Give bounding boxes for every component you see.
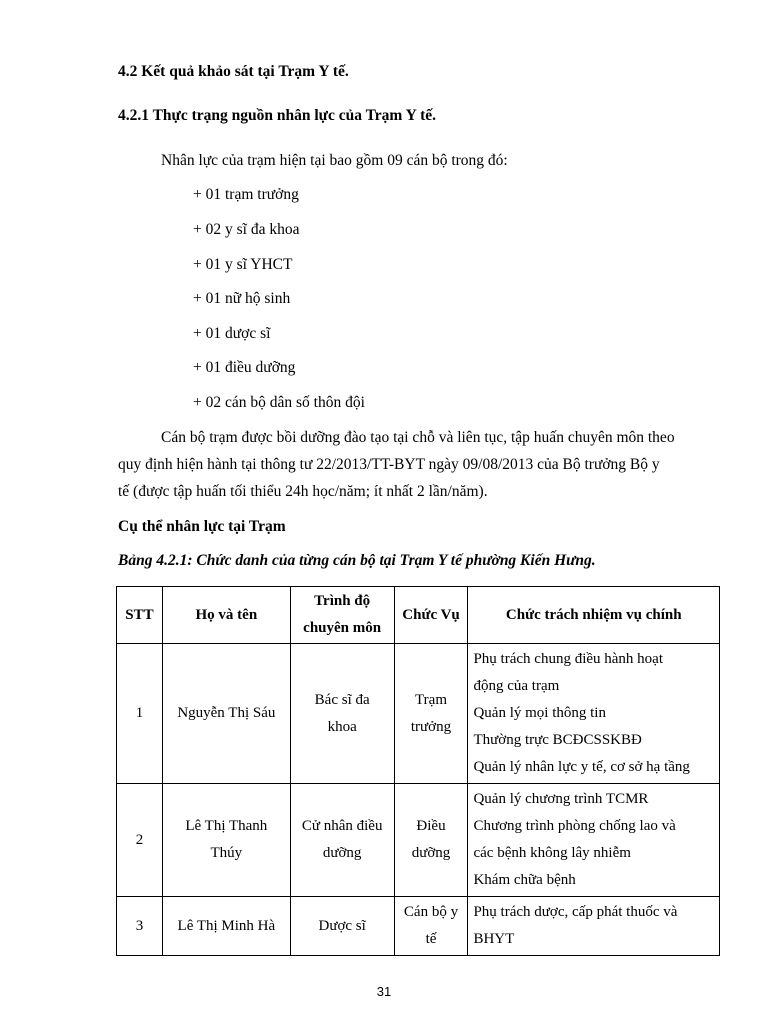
section-title: Cụ thể nhân lực tại Trạm <box>118 518 286 535</box>
header-qualification: Trình độ chuyên môn <box>290 587 394 644</box>
cell-name: Nguyễn Thị Sáu <box>162 644 290 784</box>
header-position: Chức Vụ <box>394 587 468 644</box>
list-item: + 02 y sĩ đa khoa <box>193 221 300 238</box>
list-item: + 01 trạm trưởng <box>193 186 299 203</box>
cell-qualification: Bác sĩ đa khoa <box>290 644 394 784</box>
cell-stt: 2 <box>117 784 163 897</box>
cell-name: Lê Thị Minh Hà <box>162 897 290 956</box>
cell-position: Cán bộ y tế <box>394 897 468 956</box>
header-stt: STT <box>117 587 163 644</box>
cell-name: Lê Thị Thanh Thúy <box>162 784 290 897</box>
header-duties: Chức trách nhiệm vụ chính <box>468 587 720 644</box>
list-item: + 02 cán bộ dân số thôn đội <box>193 394 365 411</box>
list-item: + 01 y sĩ YHCT <box>193 256 293 273</box>
list-item: + 01 nữ hộ sinh <box>193 290 291 307</box>
cell-qualification: Dược sĩ <box>290 897 394 956</box>
header-name: Họ và tên <box>162 587 290 644</box>
paragraph-line: quy định hiện hành tại thông tư 22/2013/TT-BYT ngày 09/08/2013 của Bộ trưởng Bộ y <box>118 456 660 473</box>
page-number: 31 <box>376 984 392 999</box>
cell-position: Điều dưỡng <box>394 784 468 897</box>
table-header-row <box>117 587 720 644</box>
staff-table <box>116 586 720 956</box>
cell-position: Trạm trưởng <box>394 644 468 784</box>
paragraph-line: tế (được tập huấn tối thiểu 24h học/năm; ít nhất 2 lần/năm). <box>118 483 488 500</box>
cell-qualification: Cử nhân điều dưỡng <box>290 784 394 897</box>
table-row <box>117 784 720 897</box>
cell-duties: Phụ trách chung điều hành hoạt động của trạm Quản lý mọi thông tin Thường trực BCĐCSSKBĐ Quản lý nhân lực y tế, cơ sở hạ tầng <box>468 644 720 784</box>
intro-text: Nhân lực của trạm hiện tại bao gồm 09 cán bộ trong đó: <box>161 152 508 169</box>
cell-duties: Phụ trách dược, cấp phát thuốc và BHYT <box>468 897 720 956</box>
paragraph-line: Cán bộ trạm được bồi dưỡng đào tạo tại chỗ và liên tục, tập huấn chuyên môn theo <box>161 429 675 446</box>
heading-4-2-1: 4.2.1 Thực trạng nguồn nhân lực của Trạm Y tế. <box>118 107 437 124</box>
table-row <box>117 644 720 784</box>
cell-stt: 1 <box>117 644 163 784</box>
cell-duties: Quản lý chương trình TCMR Chương trình phòng chống lao và các bệnh không lây nhiễm Khám chữa bệnh <box>468 784 720 897</box>
heading-4-2: 4.2 Kết quả khảo sát tại Trạm Y tế. <box>118 63 349 80</box>
cell-stt: 3 <box>117 897 163 956</box>
list-item: + 01 dược sĩ <box>193 325 271 342</box>
table-caption: Bảng 4.2.1: Chức danh của từng cán bộ tại Trạm Y tế phường Kiến Hưng. <box>118 552 596 569</box>
list-item: + 01 điều dưỡng <box>193 359 296 376</box>
table-row <box>117 897 720 956</box>
